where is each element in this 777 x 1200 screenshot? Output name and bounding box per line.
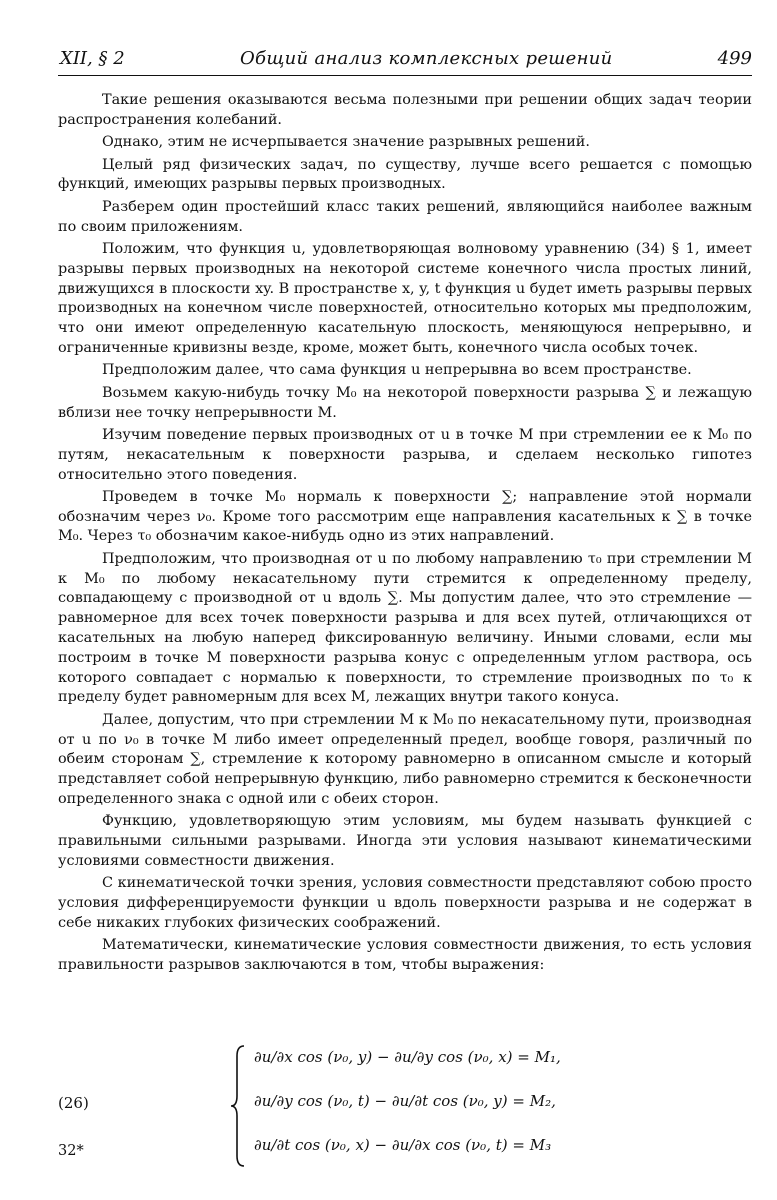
paragraph: Функцию, удовлетворяющую этим условиям, мы будем называть функцией с правильными сильными разрывами. Иногда эти условия называют кинематическими условиями совместности движения. xyxy=(58,813,752,870)
paragraph: Целый ряд физических задач, по существу, лучше всего решается с помощью функций, имеющих разрывы первых производных. xyxy=(58,156,752,193)
paragraph: Предположим далее, что сама функция u непрерывна во всем пространстве. xyxy=(102,362,692,379)
paragraph: Однако, этим не исчерпывается значение разрывных решений. xyxy=(102,134,590,151)
equation-line-2: ∂u/∂y cos (ν₀, t) − ∂u/∂t cos (ν₀, y) = M₂, xyxy=(254,1092,556,1110)
page-number: 499 xyxy=(717,48,752,69)
left-brace xyxy=(230,1044,246,1168)
equation-line-3: ∂u/∂t cos (ν₀, x) − ∂u/∂x cos (ν₀, t) = M₃ xyxy=(254,1136,552,1154)
paragraph: Возьмем какую-нибудь точку M₀ на некоторой поверхности разрыва ∑ и лежащую вблизи нее точку непрерывности M. xyxy=(58,384,752,421)
equation-system xyxy=(58,1042,752,1172)
header-rule xyxy=(58,75,752,76)
equation-line-1: ∂u/∂x cos (ν₀, y) − ∂u/∂y cos (ν₀, x) = M₁, xyxy=(254,1048,561,1066)
printer-signature: 32* xyxy=(58,1143,84,1159)
paragraph: Предположим, что производная от u по любому направлению τ₀ при стремлении M к M₀ по любому некасательному пути стремится к определенному пределу, совпадающему с производной от u вдоль ∑. Мы допустим далее, что это стремление — равномерное для всех точек поверхности разрыва и для всех путей, отличающихся от касательных на любую наперед фиксированную величину. Иными словами, если мы построим в точке M поверхности разрыва конус с определенным углом раствора, ось которого совпадает с нормалью к поверхности, то стремление производных по τ₀ к пределу будет равномерным для всех M, лежащих внутри такого конуса. xyxy=(58,550,752,706)
equation-number: (26) xyxy=(58,1094,89,1112)
paragraph: Проведем в точке M₀ нормаль к поверхности ∑; направление этой нормали обозначим через ν₀. Кроме того рассмотрим еще направления касательных к ∑ в точке M₀. Через τ₀ обозначим какое-нибудь одно из этих направлений. xyxy=(58,488,752,545)
paragraph: Разберем один простейший класс таких решений, являющийся наиболее важным по своим приложениям. xyxy=(58,198,752,235)
section-reference: XII, § 2 xyxy=(60,48,125,69)
paragraph: Такие решения оказываются весьма полезными при решении общих задач теории распространения колебаний. xyxy=(58,92,752,128)
paragraph: Положим, что функция u, удовлетворяющая волновому уравнению (34) § 1, имеет разрывы первых производных на некоторой системе конечного числа простых линий, движущихся в плоскости xy. В пространстве x, y, t функция u будет иметь разрывы первых производных на конечном числе поверхностей, относительно которых мы предположим, что они имеют определенную касательную плоскость, меняющуюся непрерывно, и ограниченные кривизны везде, кроме, может быть, конечного числа особых точек. xyxy=(58,240,752,356)
body-text xyxy=(58,91,752,979)
running-header xyxy=(58,44,752,74)
paragraph: Математически, кинематические условия совместности движения, то есть условия правильности разрывов заключаются в том, чтобы выражения: xyxy=(58,937,752,974)
paragraph: С кинематической точки зрения, условия совместности представляют собою просто условия дифференцируемости функции u вдоль поверхности разрыва и не содержат в себе никаких глубоких физических соображений. xyxy=(58,875,752,931)
paragraph: Далее, допустим, что при стремлении M к M₀ по некасательному пути, производная от u по ν₀ в точке M либо имеет определенный предел, вообще говоря, различный по обеим сторонам ∑, стремление к которому равномерно в описанном смысле и который представляет собой непрерывную функцию, либо равномерно стремится к бесконечности определенного знака с одной или с обеих сторон. xyxy=(58,711,752,808)
paragraph: Изучим поведение первых производных от u в точке M при стремлении ее к M₀ по путям, некасательным к поверхности разрыва, и сделаем несколько гипотез относительно этого поведения. xyxy=(58,426,752,483)
chapter-title: Общий анализ комплексных решений xyxy=(240,48,613,69)
